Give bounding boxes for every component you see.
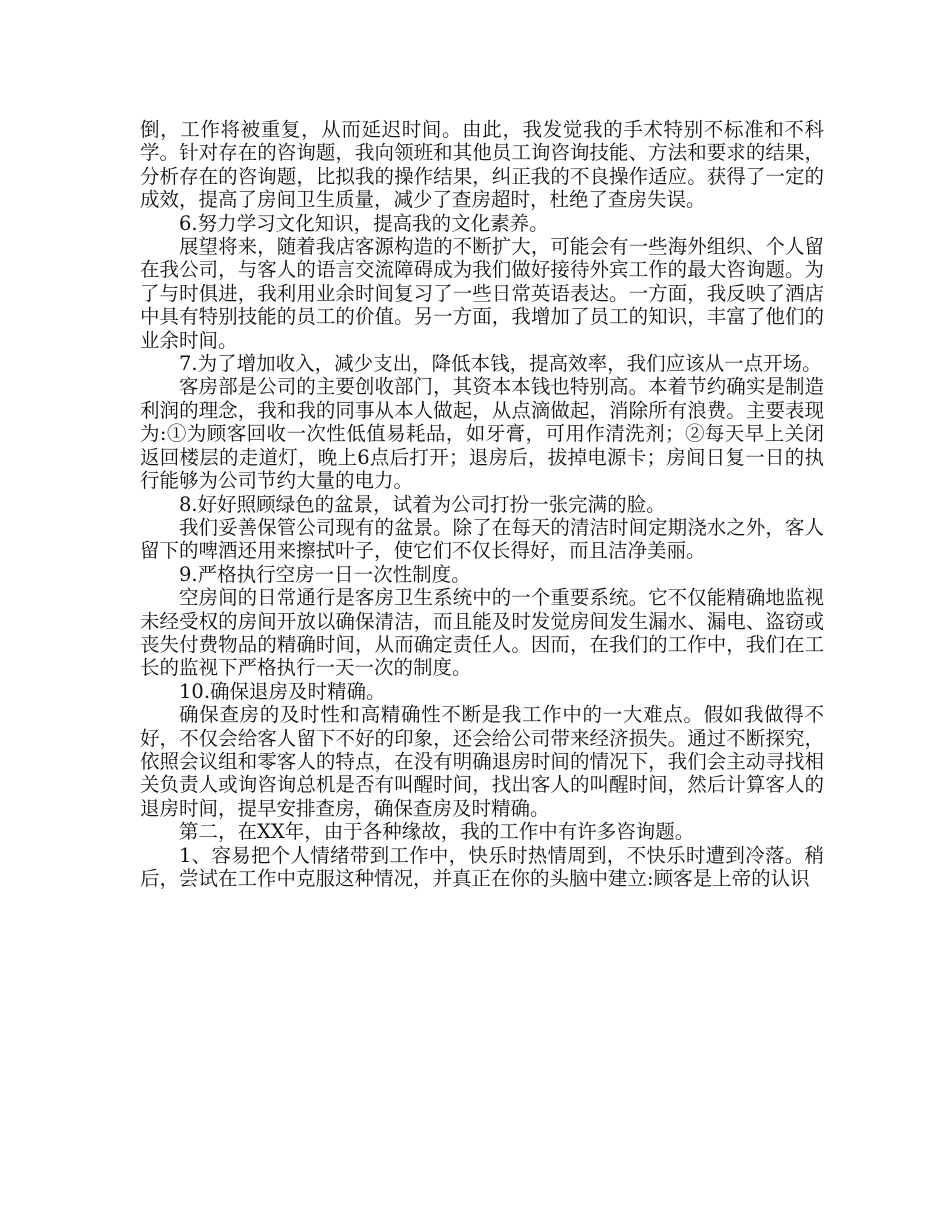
- paragraph-10: 10.确保退房及时精确。: [179, 679, 386, 703]
- paragraph-7: 我们妥善保管公司现有的盆景。除了在每天的清洁时间定期浇水之外，客人留下的啤酒还用来擦拭叶子，使它们不仅长得好，而且洁净美丽。: [140, 515, 824, 563]
- document-page: [140, 118, 824, 890]
- paragraph-2: 6.努力学习文化知识，提高我的文化素养。: [179, 211, 549, 235]
- paragraph-12: 第二，在XX年，由于各种缘故，我的工作中有许多咨询题。: [179, 820, 695, 844]
- paragraph-5: 客房部是公司的主要创收部门，其资本本钱也特别高。本着节约确实是制造利润的理念，我和我的同事从本人做起，从点滴做起，消除所有浪费。主要表现为:①为顾客回收一次性低值易耗品，如牙膏，可用作清洗剂；②每天早上关闭返回楼层的走道灯，晚上6点后打开；退房后，拔掉电源卡；房间日复一日的执行能够为公司节约大量的电力。: [140, 375, 824, 493]
- paragraph-13: 1、容易把个人情绪带到工作中，快乐时热情周到，不快乐时遭到冷落。稍后，尝试在工作中克服这种情况，并真正在你的头脑中建立:顾客是上帝的认识: [140, 843, 824, 890]
- paragraph-9: 空房间的日常通行是客房卫生系统中的一个重要系统。它不仅能精确地监视未经受权的房间开放以确保清洁，而且能及时发觉房间发生漏水、漏电、盗窃或丧失付费物品的精确时间，从而确定责任人。因而，在我们的工作中，我们在工长的监视下严格执行一天一次的制度。: [140, 586, 824, 680]
- paragraph-1: 倒，工作将被重复，从而延迟时间。由此，我发觉我的手术特别不标准和不科学。针对存在的咨询题，我向领班和其他员工询咨询技能、方法和要求的结果，分析存在的咨询题，比拟我的操作结果，纠正我的不良操作适应。获得了一定的成效，提高了房间卫生质量，减少了查房超时，杜绝了查房失误。: [140, 118, 824, 212]
- paragraph-8: 9.严格执行空房一日一次性制度。: [179, 562, 471, 586]
- paragraph-3: 展望将来，随着我店客源构造的不断扩大，可能会有一些海外组织、个人留在我公司，与客人的语言交流障碍成为我们做好接待外宾工作的最大咨询题。为了与时俱进，我利用业余时间复习了一些日常英语表达。一方面，我反映了酒店中具有特别技能的员工的价值。另一方面，我增加了员工的知识，丰富了他们的业余时间。: [140, 235, 824, 352]
- paragraph-6: 8.好好照顾绿色的盆景，试着为公司打扮一张完满的脸。: [179, 492, 666, 516]
- paragraph-11: 确保查房的及时性和高精确性不断是我工作中的一大难点。假如我做得不好，不仅会给客人留下不好的印象，还会给公司带来经济损失。通过不断探究，依照会议组和零客人的特点，在没有明确退房时间的情况下，我们会主动寻找相关负责人或询咨询总机是否有叫醒时间，找出客人的叫醒时间，然后计算客人的退房时间，提早安排查房，确保查房及时精确。: [140, 703, 824, 820]
- paragraph-4: 7.为了增加收入，减少支出，降低本钱，提高效率，我们应该从一点开场。: [179, 352, 822, 376]
